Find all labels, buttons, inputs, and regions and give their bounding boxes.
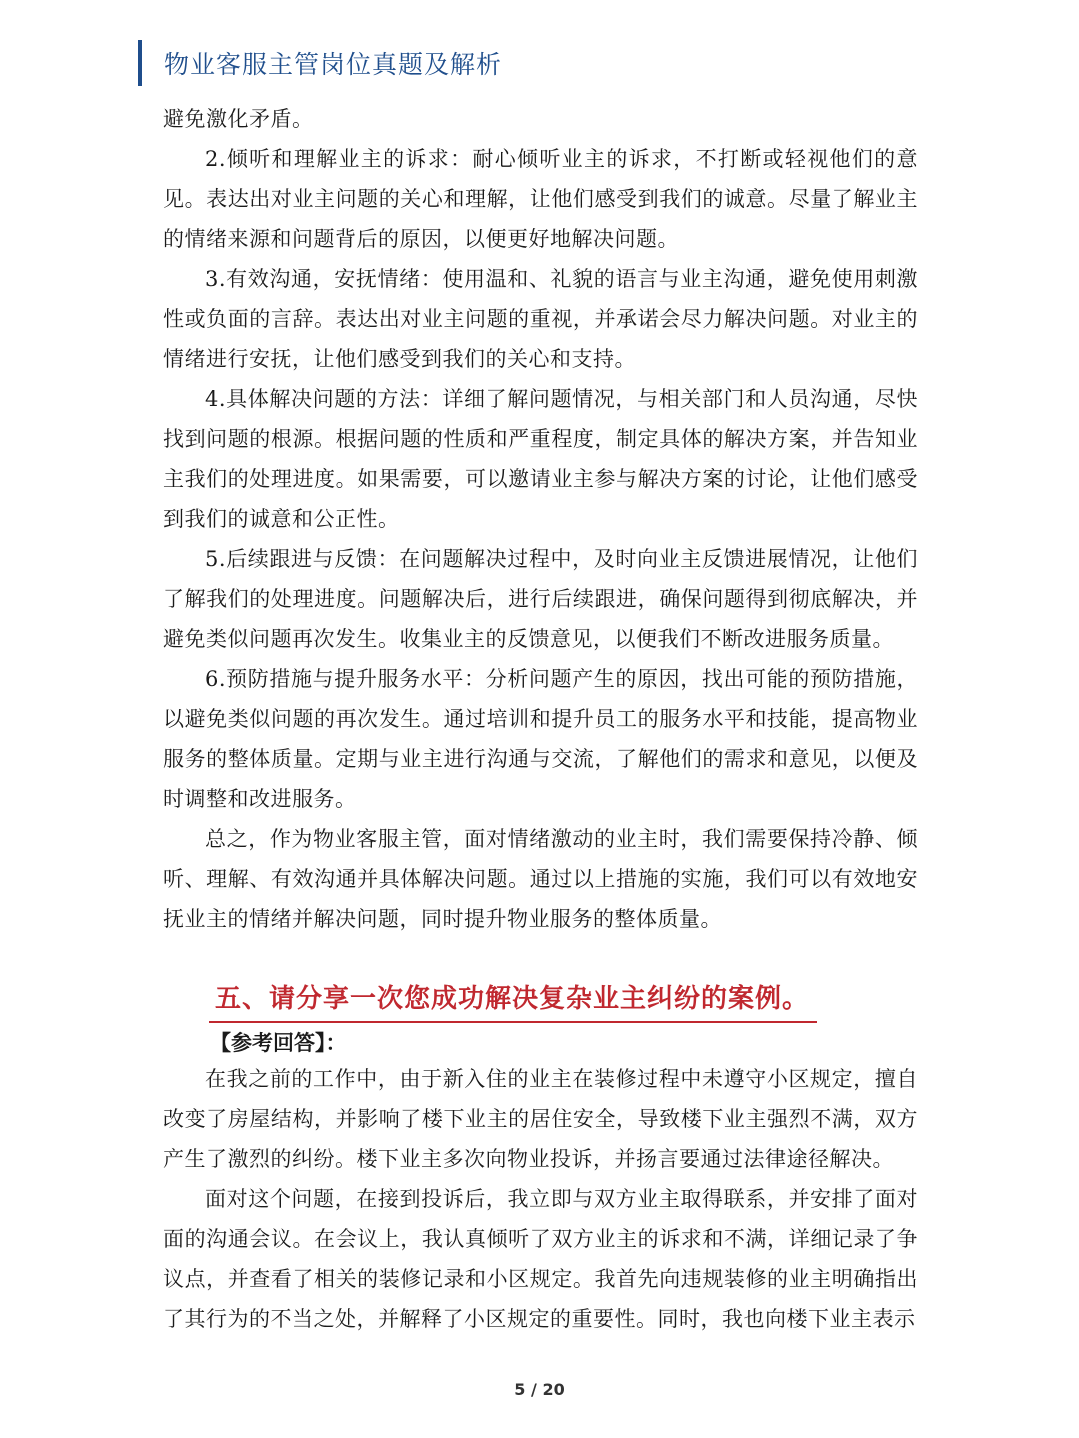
page-total: 20 [542,1380,565,1399]
reference-answer-label: 【参考回答】： [210,1030,347,1055]
paragraph: 总之，作为物业客服主管，面对情绪激动的业主时，我们需要保持冷静、倾听、理解、有效沟通并具体解决问题。通过以上措施的实施，我们可以有效地安抚业主的情绪并解决问题，同时提升物业服务的整体质量。 [163,827,918,931]
body-top [163,99,918,939]
page-number [0,1380,1079,1399]
page-current: 5 [514,1380,526,1399]
paragraph: 6.预防措施与提升服务水平：分析问题产生的原因，找出可能的预防措施，以避免类似问题的再次发生。通过培训和提升员工的服务水平和技能，提高物业服务的整体质量。定期与业主进行沟通与交流，了解他们的需求和意见，以便及时调整和改进服务。 [163,667,918,811]
section-heading-wrap [209,978,817,1023]
paragraph: 避免激化矛盾。 [163,107,314,131]
page-header [138,40,502,86]
paragraph: 2.倾听和理解业主的诉求：耐心倾听业主的诉求，不打断或轻视他们的意见。表达出对业主问题的关心和理解，让他们感受到我们的诚意。尽量了解业主的情绪来源和问题背后的原因，以便更好地解决问题。 [163,147,918,251]
paragraph: 4.具体解决问题的方法：详细了解问题情况，与相关部门和人员沟通，尽快找到问题的根源。根据问题的性质和严重程度，制定具体的解决方案，并告知业主我们的处理进度。如果需要，可以邀请业主参与解决方案的讨论，让他们感受到我们的诚意和公正性。 [163,387,918,531]
body-bottom [163,1059,918,1339]
page-separator: / [531,1380,537,1399]
header-title: 物业客服主管岗位真题及解析 [164,50,503,79]
paragraph: 3.有效沟通，安抚情绪：使用温和、礼貌的语言与业主沟通，避免使用刺激性或负面的言辞。表达出对业主问题的重视，并承诺会尽力解决问题。对业主的情绪进行安抚，让他们感受到我们的关心和支持。 [163,267,918,371]
paragraph: 5.后续跟进与反馈：在问题解决过程中，及时向业主反馈进展情况，让他们了解我们的处理进度。问题解决后，进行后续跟进，确保问题得到彻底解决，并避免类似问题再次发生。收集业主的反馈意见，以便我们不断改进服务质量。 [163,547,918,651]
section-title: 五、请分享一次您成功解决复杂业主纠纷的案例。 [209,978,817,1023]
paragraph: 面对这个问题，在接到投诉后，我立即与双方业主取得联系，并安排了面对面的沟通会议。在会议上，我认真倾听了双方业主的诉求和不满，详细记录了争议点，并查看了相关的装修记录和小区规定。我首先向违规装修的业主明确指出了其行为的不当之处，并解释了小区规定的重要性。同时，我也向楼下业主表示 [163,1187,918,1331]
paragraph: 在我之前的工作中，由于新入住的业主在装修过程中未遵守小区规定，擅自改变了房屋结构，并影响了楼下业主的居住安全，导致楼下业主强烈不满，双方产生了激烈的纠纷。楼下业主多次向物业投诉，并扬言要通过法律途径解决。 [163,1067,918,1171]
